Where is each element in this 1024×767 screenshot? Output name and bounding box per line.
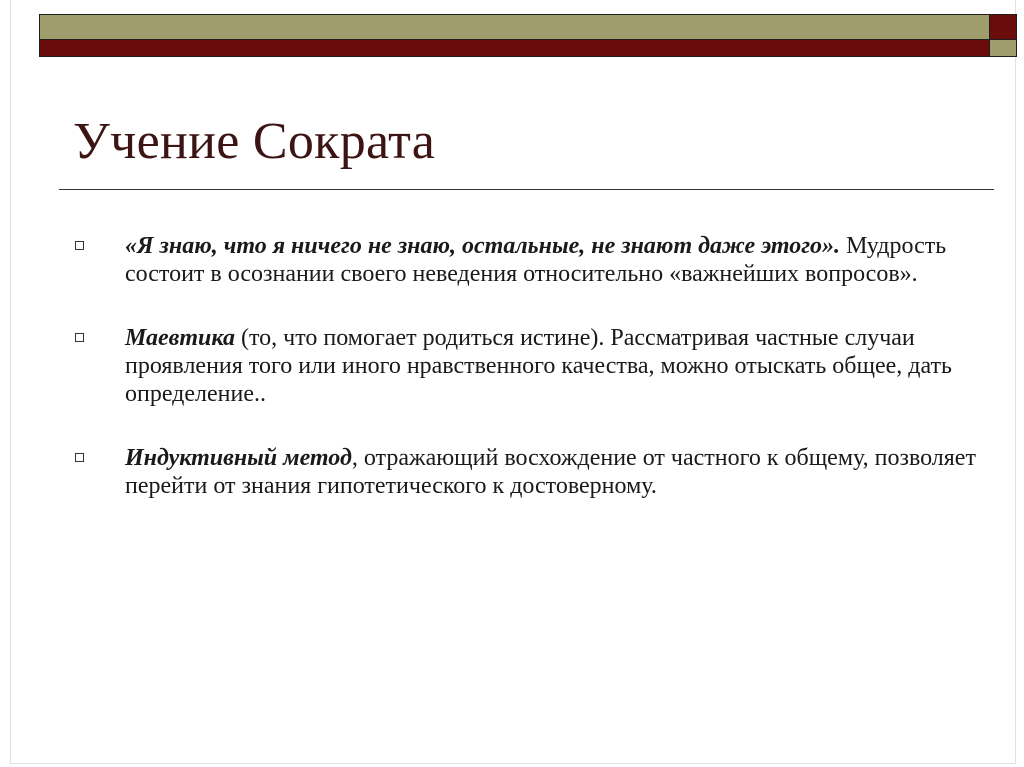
bullet-text: , отражающий восхождение от частного к общему, позволяет перейти от знания гипотетического к достоверному. (125, 445, 976, 499)
hollow-square-bullet-icon (75, 333, 84, 342)
header-band-olive (39, 14, 990, 40)
header-square-maroon (989, 14, 1017, 40)
hollow-square-bullet-icon (75, 453, 84, 462)
bullet-emphasis: Индуктивный метод (125, 445, 352, 471)
slide (10, 0, 1016, 764)
header-square-olive (989, 39, 1017, 57)
bullet-item (75, 444, 985, 500)
bullet-item (75, 232, 985, 288)
bullet-text: (то, что помогает родиться истине). Рассматривая частные случаи проявления того или иного нравственного качества, можно отыскать общее, дать определение.. (125, 325, 952, 407)
bullet-emphasis: Маевтика (125, 325, 235, 351)
title-divider (59, 189, 994, 190)
header-band-maroon (39, 39, 990, 57)
bullet-item (75, 324, 985, 408)
bullet-text: Мудрость состоит в осознании своего неведения относительно «важнейших вопросов». (125, 233, 947, 287)
slide-title: Учение Сократа (73, 113, 436, 170)
bullet-list (75, 232, 985, 536)
hollow-square-bullet-icon (75, 241, 84, 250)
bullet-emphasis: «Я знаю, что я ничего не знаю, остальные, не знают даже этого». (125, 233, 841, 259)
